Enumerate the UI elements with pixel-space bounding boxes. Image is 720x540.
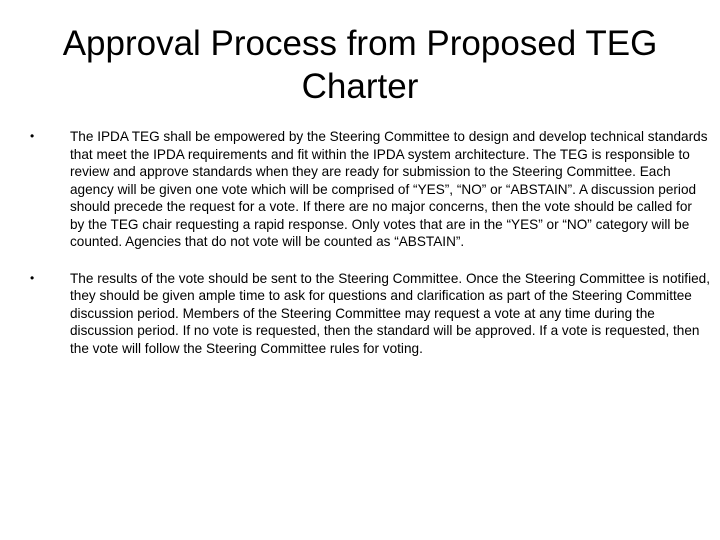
bullet-text: The IPDA TEG shall be empowered by the Steering Committee to design and develop technical standards that meet the IPDA requirements and fit within the IPDA system architecture. The TEG is responsible to review and approve standards when they are ready for submission to the Steering Committee. Each agency will be given one vote which will be comprised of “YES”, “NO” or “ABSTAIN”. A discussion period should precede the request for a vote. If there are no major concerns, then the vote should be called for by the TEG chair requesting a rapid response. Only votes that are in the “YES” or “NO” category will be counted. Agencies that do not vote will be counted as “ABSTAIN”.	[70, 129, 708, 249]
bullet-text: The results of the vote should be sent to the Steering Committee. Once the Steering Committee is notified, they should be given ample time to ask for questions and clarification as part of the Steering Committee discussion period. Members of the Steering Committee may request a vote at any time during the discussion period. If no vote is requested, then the standard will be approved. If a vote is requested, then the vote will follow the Steering Committee rules for voting.	[70, 270, 710, 356]
bullet-item	[30, 270, 710, 358]
bullet-item	[30, 128, 710, 251]
bullet-list	[30, 128, 710, 376]
bullet-icon: •	[30, 129, 35, 143]
bullet-icon: •	[30, 270, 35, 285]
slide-title: Approval Process from Proposed TEG Charter	[62, 24, 658, 106]
